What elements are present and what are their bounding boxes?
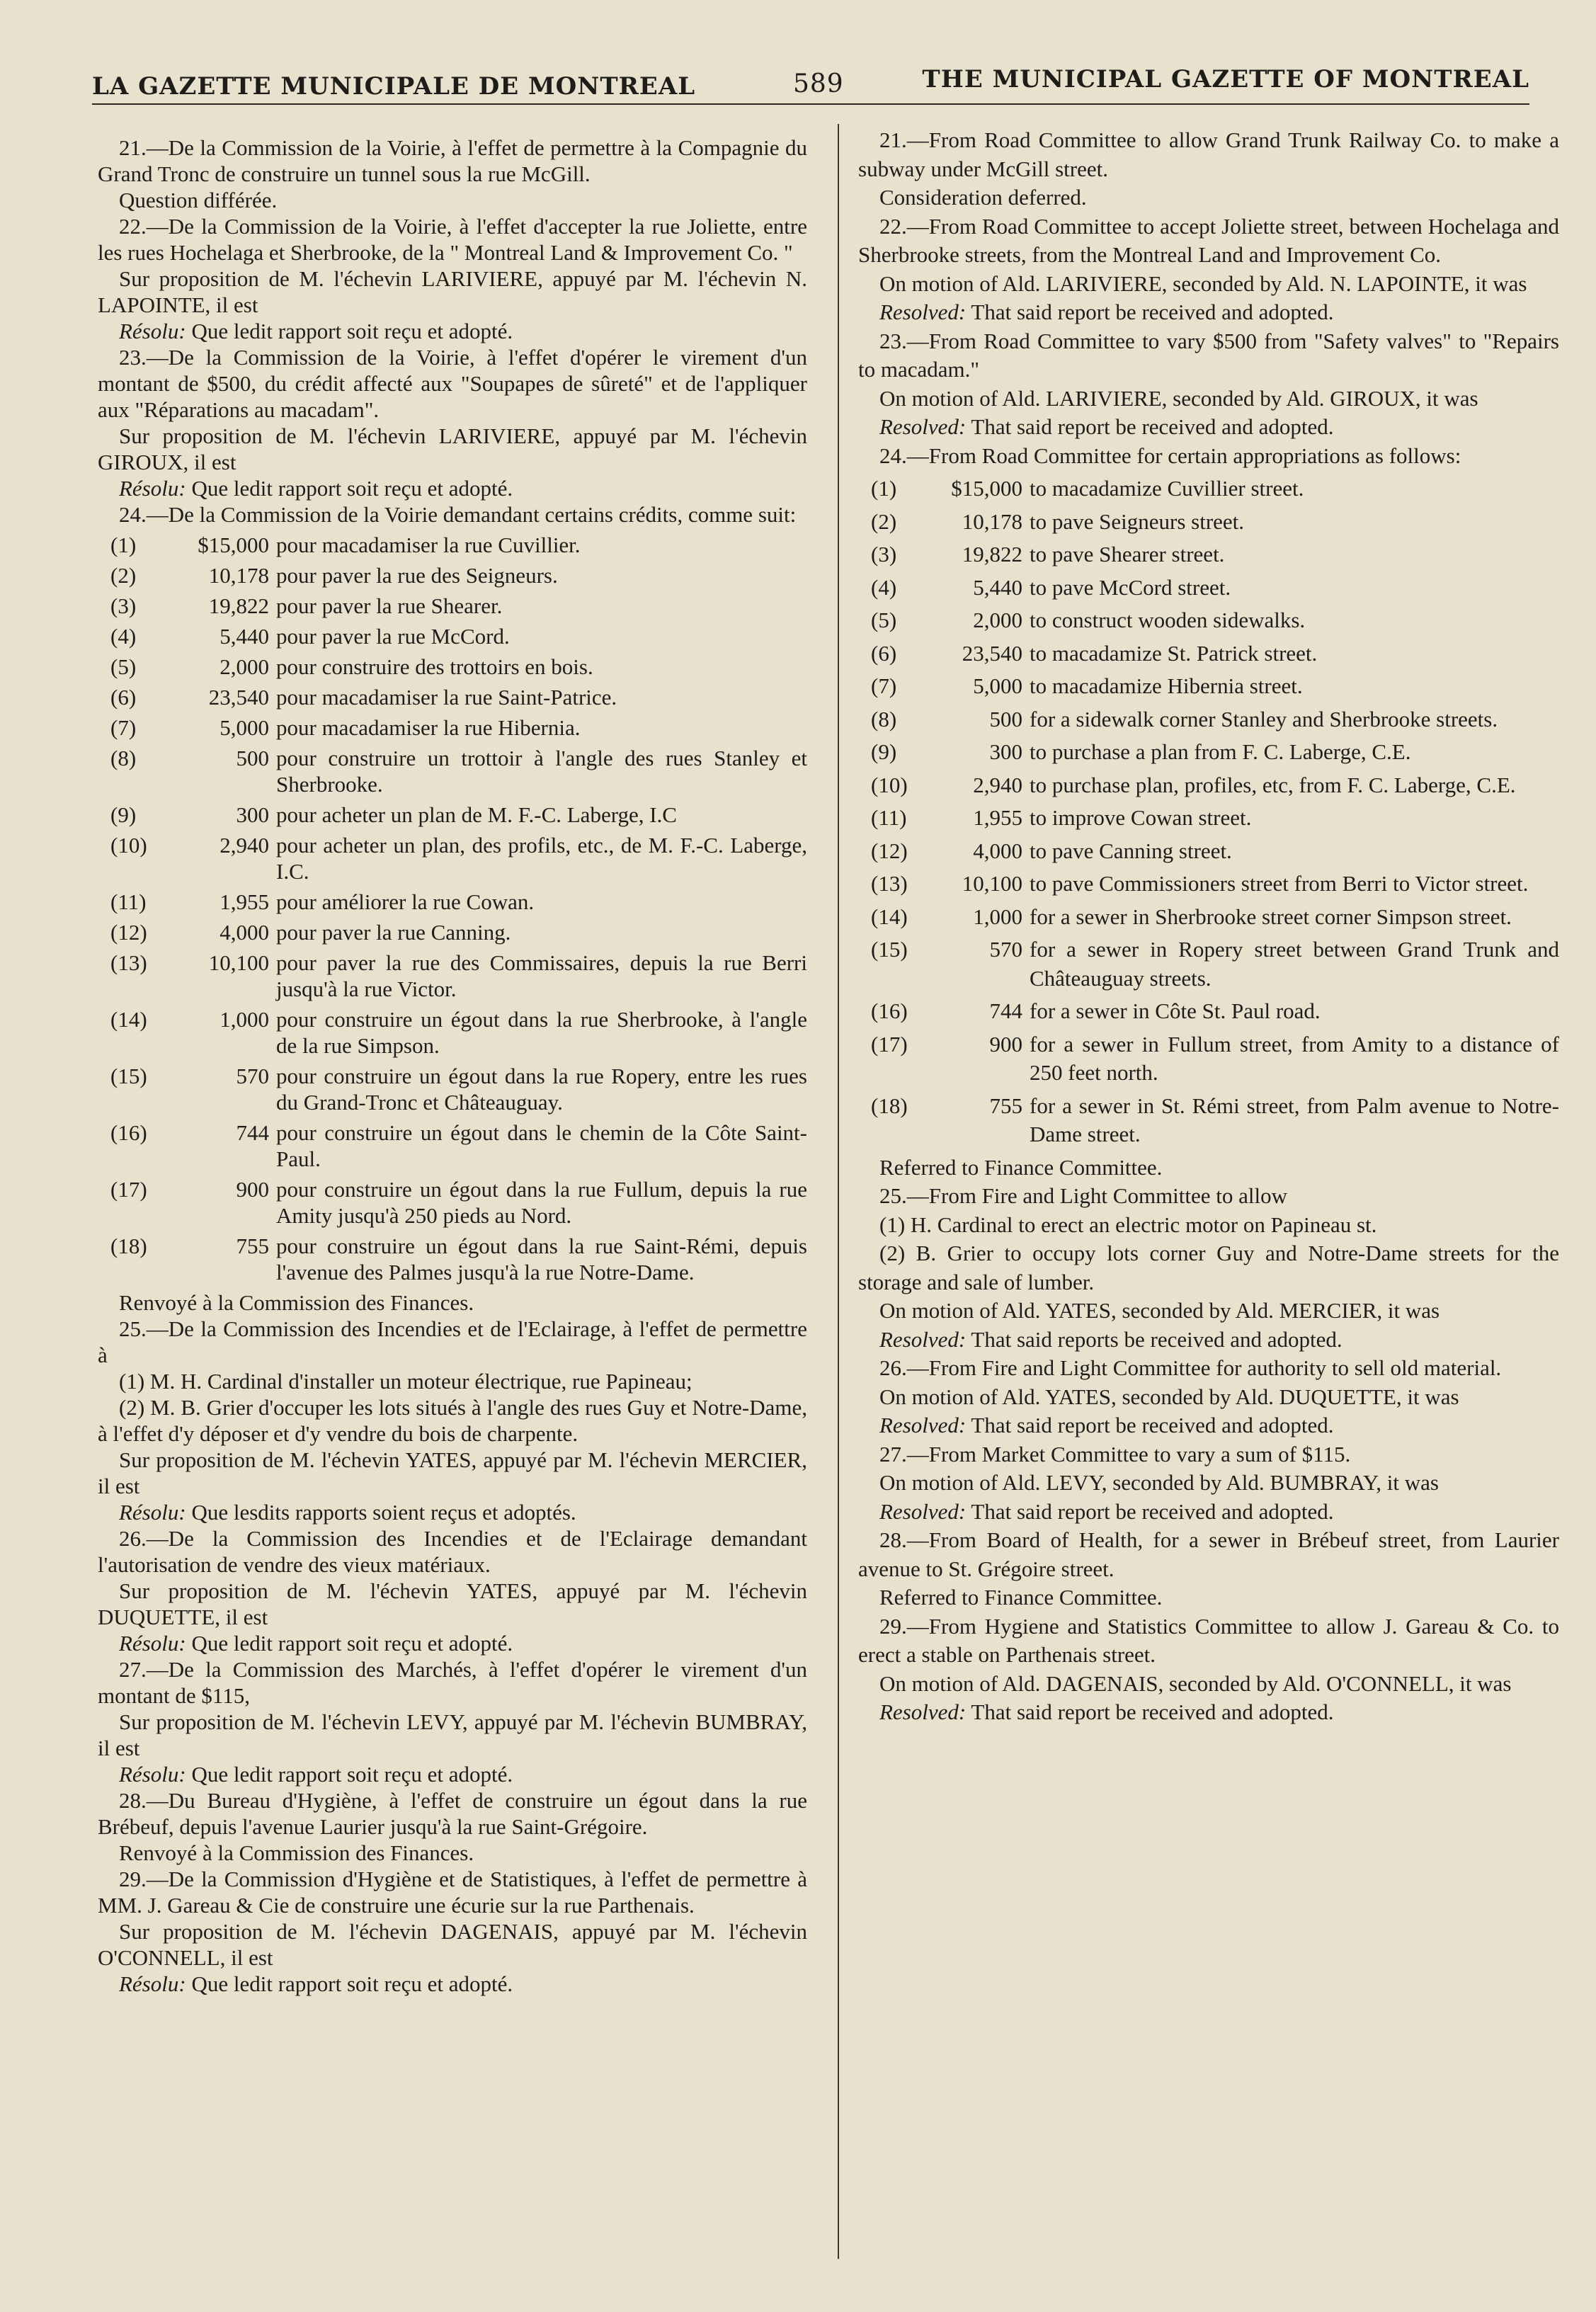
item-amount: 500 [989,706,1022,731]
resolution-text: Que ledit rapport soit reçu et adopté. [191,476,513,501]
en-item-25: 25.—From Fire and Light Committee to allow [879,1183,1288,1208]
list-item [871,997,1559,1026]
item-number: (8) [871,706,897,731]
fr-item-23-resolution [98,475,807,501]
item-description: to pave McCord street. [1030,574,1231,600]
item-amount: 5,440 [220,624,269,649]
en-item-25-part-2: (2) B. Grier to occupy lots corner Guy and Notre-Dame streets for the storage and sale of lumber. [858,1241,1559,1294]
item-number: (13) [871,871,908,896]
item-number: (18) [110,1234,147,1258]
item-description: to macadamize Hibernia street. [1030,673,1303,698]
page-number: 589 [793,69,844,98]
fr-item-25-motion: Sur proposition de M. l'échevin YATES, appuyé par M. l'échevin MERCIER, il est [98,1447,807,1498]
resolution-label: Résolu: [119,1971,186,1996]
list-item [871,705,1559,734]
item-amount: 500 [236,746,269,770]
resolution-text: That said reports be received and adopted. [971,1326,1343,1352]
item-number: (5) [871,608,897,632]
fr-item-28-referral: Renvoyé à la Commission des Finances. [119,1840,474,1865]
item-amount: 1,955 [220,889,269,914]
item-amount: 300 [236,802,269,827]
resolution-label: Resolved: [879,1699,967,1724]
item-description: to pave Shearer street. [1030,542,1225,566]
en-item-21: 21.—From Road Committee to allow Grand Trunk Railway Co. to make a subway under McGill street. [858,127,1559,181]
item-description: pour paver la rue Canning. [276,920,511,945]
item-number: (6) [871,640,897,666]
list-item [871,508,1559,537]
item-amount: 5,000 [973,673,1022,698]
fr-item-29: 29.—De la Commission d'Hygiène et de Statistiques, à l'effet de permettre à MM. J. Gareau & Cie de construire une écurie sur la rue Parthenais. [98,1867,807,1918]
fr-item-27: 27.—De la Commission des Marchés, à l'effet d'opérer le virement d'un montant de $115, [98,1657,807,1708]
item-number: (15) [871,937,908,962]
list-item [871,1030,1559,1088]
item-amount: 900 [236,1177,269,1202]
item-description: pour paver la rue McCord. [276,624,510,649]
resolution-label: Résolu: [119,1631,186,1656]
list-item [110,593,807,619]
item-number: (12) [110,920,147,945]
item-number: (12) [871,838,908,863]
en-appropriation-list [871,474,1559,1149]
fr-item-25: 25.—De la Commission des Incendies et de l'Eclairage, à l'effet de permettre à [98,1316,807,1367]
item-description: pour construire un égout dans la rue Saint-Rémi, depuis l'avenue des Palmes jusqu'à la rue Notre-Dame. [276,1234,807,1285]
en-item-29-resolution [858,1698,1559,1727]
list-item [110,562,807,588]
fr-item-23: 23.—De la Commission de la Voirie, à l'effet d'opérer le virement d'un montant de $500, du crédit affecté aux "Soupapes de sûreté" et de l'appliquer aux "Réparations au macadam". [98,345,807,422]
en-item-26-resolution [858,1411,1559,1440]
en-item-26: 26.—From Fire and Light Committee for authority to sell old material. [879,1355,1502,1380]
en-item-21-decision: Consideration deferred. [879,185,1087,210]
item-description: pour macadamiser la rue Hibernia. [276,715,581,740]
fr-item-29-motion: Sur proposition de M. l'échevin DAGENAIS, appuyé par M. l'échevin O'CONNELL, il est [98,1919,807,1970]
item-number: (7) [871,673,897,698]
fr-item-29-resolution [98,1971,807,1997]
fr-appropriation-list [110,532,807,1285]
item-amount: 570 [989,937,1022,962]
list-item [110,832,807,884]
item-amount: 10,178 [208,563,269,588]
en-item-24-referral: Referred to Finance Committee. [879,1154,1163,1180]
item-amount: 19,822 [962,542,1022,566]
list-item [110,1233,807,1285]
item-amount: 1,000 [220,1007,269,1032]
item-description: to purchase plan, profiles, etc, from F. C. Laberge, C.E. [1030,772,1516,797]
item-number: (4) [871,574,897,600]
list-item [871,540,1559,569]
item-description: to pave Commissioners street from Berri to Victor street. [1030,871,1529,896]
list-item [871,474,1559,503]
resolution-label: Resolved: [879,414,967,439]
list-item [871,804,1559,833]
en-item-25-part-1: (1) H. Cardinal to erect an electric motor on Papineau st. [879,1212,1377,1237]
header-french-title: LA GAZETTE MUNICIPALE DE MONTREAL [92,72,696,101]
list-item [110,889,807,915]
list-item [110,919,807,945]
en-item-22: 22.—From Road Committee to accept Joliette street, between Hochelaga and Sherbrooke streets, from the Montreal Land and Improvement Co. [858,213,1559,267]
item-number: (2) [871,508,897,534]
item-description: for a sewer in Fullum street, from Amity to a distance of 250 feet north. [1030,1031,1559,1085]
list-item [110,745,807,797]
item-number: (13) [110,950,147,975]
item-amount: 19,822 [208,593,269,618]
item-description: to macadamize St. Patrick street. [1030,640,1318,666]
list-item [871,606,1559,635]
item-description: pour construire un égout dans la rue Sherbrooke, à l'angle de la rue Simpson. [276,1007,807,1058]
fr-item-24-referral: Renvoyé à la Commission des Finances. [119,1290,474,1315]
item-description: pour améliorer la rue Cowan. [276,889,535,914]
resolution-label: Résolu: [119,1762,186,1787]
resolution-text: That said report be received and adopted. [971,1498,1334,1524]
list-item [110,714,807,741]
item-amount: 1,955 [973,805,1022,830]
item-number: (9) [871,739,897,764]
fr-item-28: 28.—Du Bureau d'Hygiène, à l'effet de construire un égout dans la rue Brébeuf, depuis l'avenue Laurier jusqu'à la rue Saint-Grégoire. [98,1788,807,1839]
item-number: (4) [110,624,137,649]
en-item-26-motion: On motion of Ald. YATES, seconded by Ald. DUQUETTE, it was [879,1384,1459,1409]
item-amount: 10,100 [962,871,1022,896]
item-amount: 2,940 [973,772,1022,797]
item-description: for a sewer in Côte St. Paul road. [1030,998,1321,1023]
item-description: pour paver la rue Shearer. [276,593,503,618]
list-item [871,771,1559,800]
fr-item-21-decision: Question différée. [119,188,278,212]
item-amount: 755 [236,1234,269,1258]
column-divider [838,124,839,2259]
en-item-29-motion: On motion of Ald. DAGENAIS, seconded by Ald. O'CONNELL, it was [879,1670,1512,1696]
fr-item-26: 26.—De la Commission des Incendies et de l'Eclairage demandant l'autorisation de vendre des vieux matériaux. [98,1526,807,1577]
en-item-22-resolution [858,298,1559,327]
item-amount: 5,000 [220,715,269,740]
resolution-text: Que lesdits rapports soient reçus et adoptés. [191,1500,576,1525]
fr-item-23-motion: Sur proposition de M. l'échevin LARIVIERE, appuyé par M. l'échevin GIROUX, il est [98,423,807,474]
en-item-22-motion: On motion of Ald. LARIVIERE, seconded by Ald. N. LAPOINTE, it was [879,271,1527,296]
item-amount: 10,100 [208,950,269,975]
resolution-label: Résolu: [119,1500,186,1525]
fr-item-22-resolution [98,318,807,344]
en-item-25-resolution [858,1326,1559,1355]
resolution-text: That said report be received and adopted. [971,414,1334,439]
header-rule [92,103,1529,105]
en-item-27-resolution [858,1498,1559,1527]
item-description: pour acheter un plan de M. F.-C. Laberge, I.C [276,802,677,827]
item-amount: 744 [236,1120,269,1145]
item-description: pour construire un égout dans le chemin de la Côte Saint-Paul. [276,1120,807,1171]
item-number: (16) [871,998,908,1023]
item-description: pour construire un égout dans la rue Fullum, depuis la rue Amity jusqu'à 250 pieds au Nord. [276,1177,807,1228]
en-item-28: 28.—From Board of Health, for a sewer in Brébeuf street, from Laurier avenue to St. Grégoire street. [858,1527,1559,1581]
item-amount: 2,940 [220,833,269,858]
item-number: (1) [110,533,137,557]
item-number: (5) [110,654,137,679]
item-number: (2) [110,563,137,588]
item-amount: 4,000 [220,920,269,945]
list-item [110,1006,807,1059]
item-amount: 755 [989,1093,1022,1118]
fr-item-22: 22.—De la Commission de la Voirie, à l'effet d'accepter la rue Joliette, entre les rues Hochelaga et Sherbrooke, de la " Montreal Land & Improvement Co. " [98,214,807,265]
list-item [871,837,1559,866]
list-item [871,870,1559,899]
item-number: (11) [110,889,147,914]
list-item [871,738,1559,767]
item-description: pour paver la rue des Seigneurs. [276,563,558,588]
en-item-27-motion: On motion of Ald. LEVY, seconded by Ald. BUMBRAY, it was [879,1470,1439,1495]
list-item [110,1120,807,1172]
item-amount: 10,178 [962,508,1022,534]
item-description: to construct wooden sidewalks. [1030,608,1306,632]
item-description: pour construire un trottoir à l'angle des rues Stanley et Sherbrooke. [276,746,807,797]
item-description: for a sidewalk corner Stanley and Sherbrooke streets. [1030,706,1498,731]
list-item [871,935,1559,993]
resolution-text: Que ledit rapport soit reçu et adopté. [191,1631,513,1656]
item-number: (11) [871,805,907,830]
fr-item-22-motion: Sur proposition de M. l'échevin LARIVIERE, appuyé par M. l'échevin N. LAPOINTE, il est [98,266,807,317]
en-item-25-motion: On motion of Ald. YATES, seconded by Ald. MERCIER, it was [879,1298,1440,1323]
english-column [858,126,1559,1727]
list-item [110,654,807,680]
list-item [110,802,807,828]
list-item [110,950,807,1002]
list-item [110,1063,807,1115]
item-amount: 23,540 [962,640,1022,666]
en-item-28-referral: Referred to Finance Committee. [879,1585,1163,1610]
item-description: to pave Canning street. [1030,838,1232,863]
resolution-label: Resolved: [879,1498,967,1524]
list-item [871,672,1559,701]
resolution-label: Resolved: [879,1326,967,1352]
item-number: (14) [110,1007,147,1032]
resolution-text: That said report be received and adopted. [971,300,1334,324]
en-item-27: 27.—From Market Committee to vary a sum of $115. [879,1441,1351,1467]
item-number: (17) [110,1177,147,1202]
item-amount: 23,540 [208,685,269,710]
item-number: (10) [110,833,147,858]
item-amount: 2,000 [220,654,269,679]
item-amount: 4,000 [973,838,1022,863]
item-description: for a sewer in Ropery street between Grand Trunk and Châteauguay streets. [1030,937,1559,991]
item-number: (10) [871,772,908,797]
en-item-23-resolution [858,413,1559,442]
list-item [110,623,807,649]
list-item [110,1176,807,1229]
resolution-text: Que ledit rapport soit reçu et adopté. [191,1762,513,1787]
fr-item-24: 24.—De la Commission de la Voirie demandant certains crédits, comme suit: [119,502,797,527]
item-number: (8) [110,746,137,770]
item-description: to pave Seigneurs street. [1030,508,1245,534]
french-column [98,135,807,1997]
resolution-label: Résolu: [119,476,186,501]
fr-item-27-motion: Sur proposition de M. l'échevin LEVY, appuyé par M. l'échevin BUMBRAY, il est [98,1709,807,1760]
item-description: to improve Cowan street. [1030,805,1252,830]
item-amount: $15,000 [951,476,1022,501]
resolution-text: Que ledit rapport soit reçu et adopté. [191,1971,513,1996]
fr-item-26-motion: Sur proposition de M. l'échevin YATES, appuyé par M. l'échevin DUQUETTE, il est [98,1578,807,1629]
fr-item-25-resolution [98,1499,807,1525]
resolution-text: That said report be received and adopted. [971,1699,1334,1724]
list-item [110,532,807,558]
item-number: (9) [110,802,137,827]
item-number: (7) [110,715,137,740]
item-description: pour paver la rue des Commissaires, depuis la rue Berri jusqu'à la rue Victor. [276,950,807,1001]
en-item-29: 29.—From Hygiene and Statistics Committee to allow J. Gareau & Co. to erect a stable on Parthenais street. [858,1613,1559,1667]
fr-item-25-part-1: (1) M. H. Cardinal d'installer un moteur électrique, rue Papineau; [119,1369,692,1394]
item-amount: 300 [989,739,1022,764]
en-item-23-motion: On motion of Ald. LARIVIERE, seconded by Ald. GIROUX, it was [879,385,1478,411]
item-description: for a sewer in Sherbrooke street corner Simpson street. [1030,904,1512,929]
item-number: (6) [110,685,137,710]
list-item [871,574,1559,603]
resolution-label: Resolved: [879,1413,967,1437]
item-description: pour construire des trottoirs en bois. [276,654,593,679]
list-item [871,1092,1559,1149]
item-number: (16) [110,1120,147,1145]
item-number: (15) [110,1064,147,1088]
fr-item-21: 21.—De la Commission de la Voirie, à l'effet de permettre à la Compagnie du Grand Tronc de construire un tunnel sous la rue McGill. [98,135,807,186]
item-amount: 570 [236,1064,269,1088]
item-number: (14) [871,904,908,929]
page-header [92,51,1529,108]
item-amount: 2,000 [973,608,1022,632]
en-item-23: 23.—From Road Committee to vary $500 from "Safety valves" to "Repairs to macadam." [858,328,1559,382]
item-number: (3) [110,593,137,618]
fr-item-26-resolution [98,1630,807,1656]
item-amount: $15,000 [198,533,269,557]
item-amount: 744 [989,998,1022,1023]
item-number: (1) [871,476,897,501]
en-item-24: 24.—From Road Committee for certain appropriations as follows: [879,443,1461,468]
item-description: pour macadamiser la rue Cuvillier. [276,533,581,557]
header-english-title: THE MUNICIPAL GAZETTE OF MONTREAL [922,65,1529,93]
list-item [871,639,1559,668]
item-number: (17) [871,1031,908,1057]
item-amount: 5,440 [973,574,1022,600]
resolution-label: Résolu: [119,319,186,343]
fr-item-25-part-2: (2) M. B. Grier d'occuper les lots situés à l'angle des rues Guy et Notre-Dame, à l'effet d'y déposer et d'y vendre du bois de charpente. [98,1395,807,1446]
resolution-text: Que ledit rapport soit reçu et adopté. [191,319,513,343]
item-description: to purchase a plan from F. C. Laberge, C.E. [1030,739,1411,764]
item-description: pour macadamiser la rue Saint-Patrice. [276,685,617,710]
item-amount: 900 [989,1031,1022,1057]
list-item [110,684,807,710]
item-description: to macadamize Cuvillier street. [1030,476,1304,501]
resolution-text: That said report be received and adopted. [971,1413,1334,1437]
item-description: for a sewer in St. Rémi street, from Palm avenue to Notre-Dame street. [1030,1093,1559,1146]
resolution-label: Resolved: [879,300,967,324]
item-amount: 1,000 [973,904,1022,929]
item-number: (18) [871,1093,908,1118]
item-description: pour construire un égout dans la rue Ropery, entre les rues du Grand-Tronc et Châteauguay. [276,1064,807,1115]
item-description: pour acheter un plan, des profils, etc., de M. F.-C. Laberge, I.C. [276,833,807,884]
item-number: (3) [871,542,897,566]
list-item [871,903,1559,932]
fr-item-27-resolution [98,1761,807,1787]
